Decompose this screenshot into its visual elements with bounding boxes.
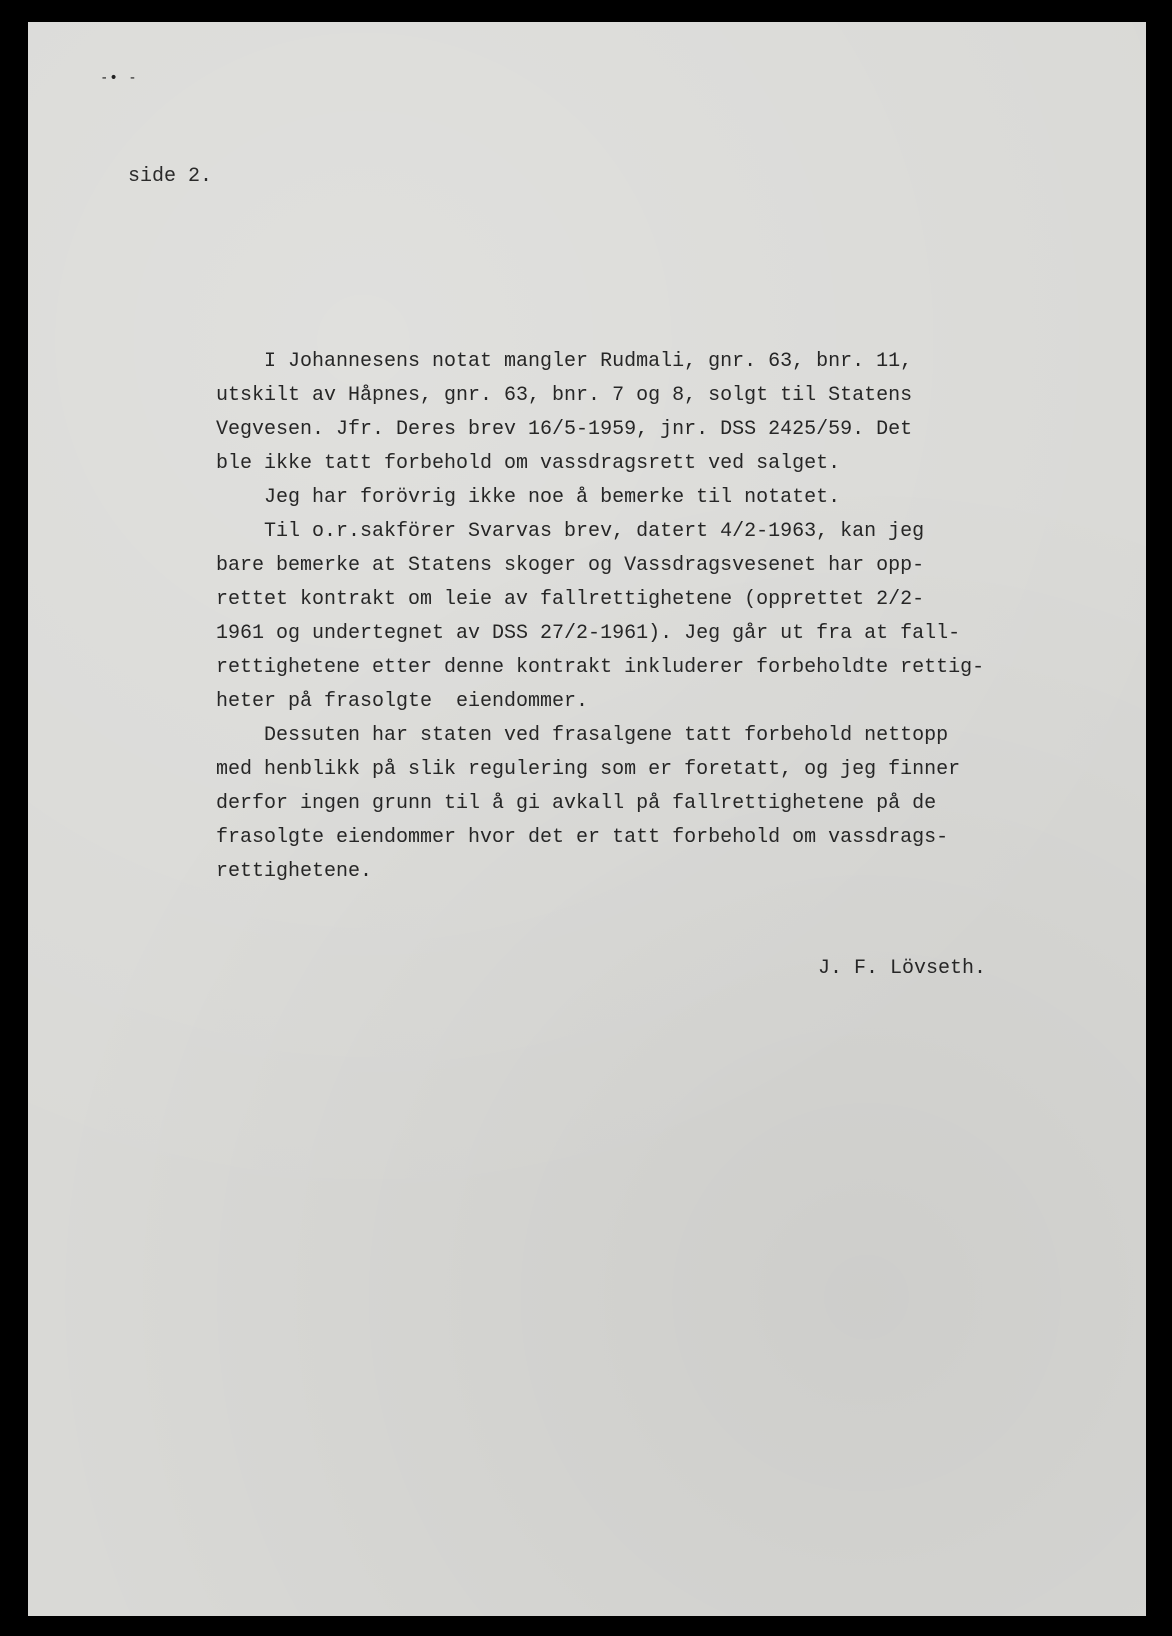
body-line: rettighetene. <box>216 860 373 883</box>
body-line: Jeg har forövrig ikke noe å bemerke til notatet. <box>216 486 841 509</box>
body-line: frasolgte eiendommer hvor det er tatt forbehold om vassdrags- <box>216 826 949 849</box>
body-line: bare bemerke at Statens skoger og Vassdragsvesenet har opp- <box>216 554 925 577</box>
body-line: utskilt av Håpnes, gnr. 63, bnr. 7 og 8, solgt til Statens <box>216 384 913 407</box>
body-line: ble ikke tatt forbehold om vassdragsrett ved salget. <box>216 452 841 475</box>
body-line: rettighetene etter denne kontrakt inkluderer forbeholdte rettig- <box>216 656 985 679</box>
body-line: Dessuten har staten ved frasalgene tatt forbehold nettopp <box>216 724 949 747</box>
body-line: Til o.r.sakförer Svarvas brev, datert 4/2-1963, kan jeg <box>216 520 925 543</box>
body-line: derfor ingen grunn til å gi avkall på fallrettighetene på de <box>216 792 937 815</box>
corner-mark: -• - <box>100 70 138 86</box>
page-number: side 2. <box>128 165 213 188</box>
body-line: 1961 og undertegnet av DSS 27/2-1961). Jeg går ut fra at fall- <box>216 622 961 645</box>
letter-body <box>216 345 1096 889</box>
document-page <box>28 22 1146 1616</box>
body-line: med henblikk på slik regulering som er foretatt, og jeg finner <box>216 758 961 781</box>
body-line: rettet kontrakt om leie av fallrettighetene (opprettet 2/2- <box>216 588 925 611</box>
body-line: I Johannesens notat mangler Rudmali, gnr. 63, bnr. 11, <box>216 350 913 373</box>
body-line: heter på frasolgte eiendommer. <box>216 690 589 713</box>
body-line: Vegvesen. Jfr. Deres brev 16/5-1959, jnr. DSS 2425/59. Det <box>216 418 913 441</box>
signature: J. F. Lövseth. <box>818 957 987 980</box>
